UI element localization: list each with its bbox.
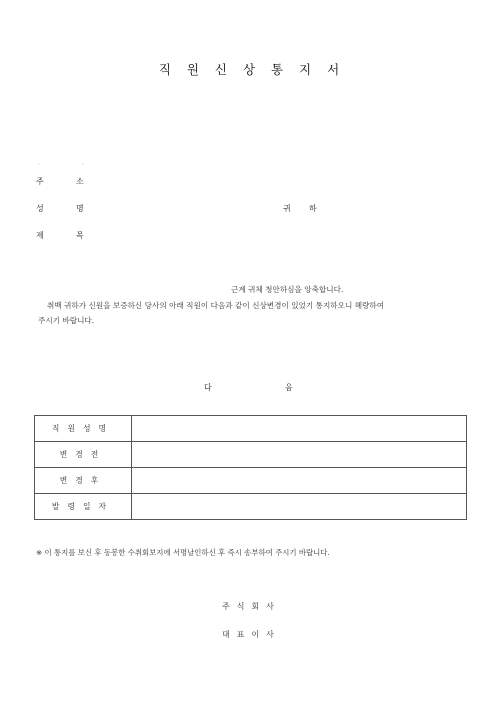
heading-right: 음: [285, 383, 293, 392]
corner-mark-left: ': [38, 163, 40, 169]
after-change-label: 변경후: [35, 468, 132, 494]
footnote: ※ 이 통지를 보신 후 동봉한 수취회보지에 서명날인하신 후 즉시 송부하여 주시기 바랍니다.: [36, 548, 330, 557]
recipient-label-2: 하: [309, 204, 317, 213]
issue-date-label: 발령일자: [35, 494, 132, 520]
greeting-text: 근계 귀체 청안하심을 앙축합니다.: [231, 285, 344, 294]
subject-label-1: 제: [36, 231, 44, 240]
table-row: [35, 416, 467, 442]
before-change-value: [132, 442, 467, 468]
address-label-2: 소: [76, 177, 84, 186]
company-signature: 주식회사: [222, 602, 281, 611]
employee-name-value: [132, 416, 467, 442]
recipient-label-1: 귀: [283, 204, 291, 213]
employee-name-label: 직원성명: [35, 416, 132, 442]
name-label-2: 명: [76, 204, 84, 213]
after-change-value: [132, 468, 467, 494]
address-label-1: 주: [36, 177, 44, 186]
issue-date-value: [132, 494, 467, 520]
name-label-1: 성: [36, 204, 44, 213]
body-line-2: 주시기 바랍니다.: [38, 316, 95, 325]
table-row: [35, 468, 467, 494]
info-table: [34, 415, 467, 520]
ceo-signature: 대표이사: [222, 630, 281, 639]
corner-mark-right: ': [82, 163, 84, 169]
table-row: [35, 494, 467, 520]
heading-left: 다: [204, 383, 212, 392]
document-title: 직 원 신 상 통 지 서: [158, 62, 346, 77]
before-change-label: 변경전: [35, 442, 132, 468]
subject-label-2: 목: [76, 231, 84, 240]
table-row: [35, 442, 467, 468]
body-line-1: 취백 귀하가 신원을 보증하신 당사의 아래 직원이 다음과 같이 신상변경이 있었기 통지하오니 혜량하여: [47, 301, 385, 310]
